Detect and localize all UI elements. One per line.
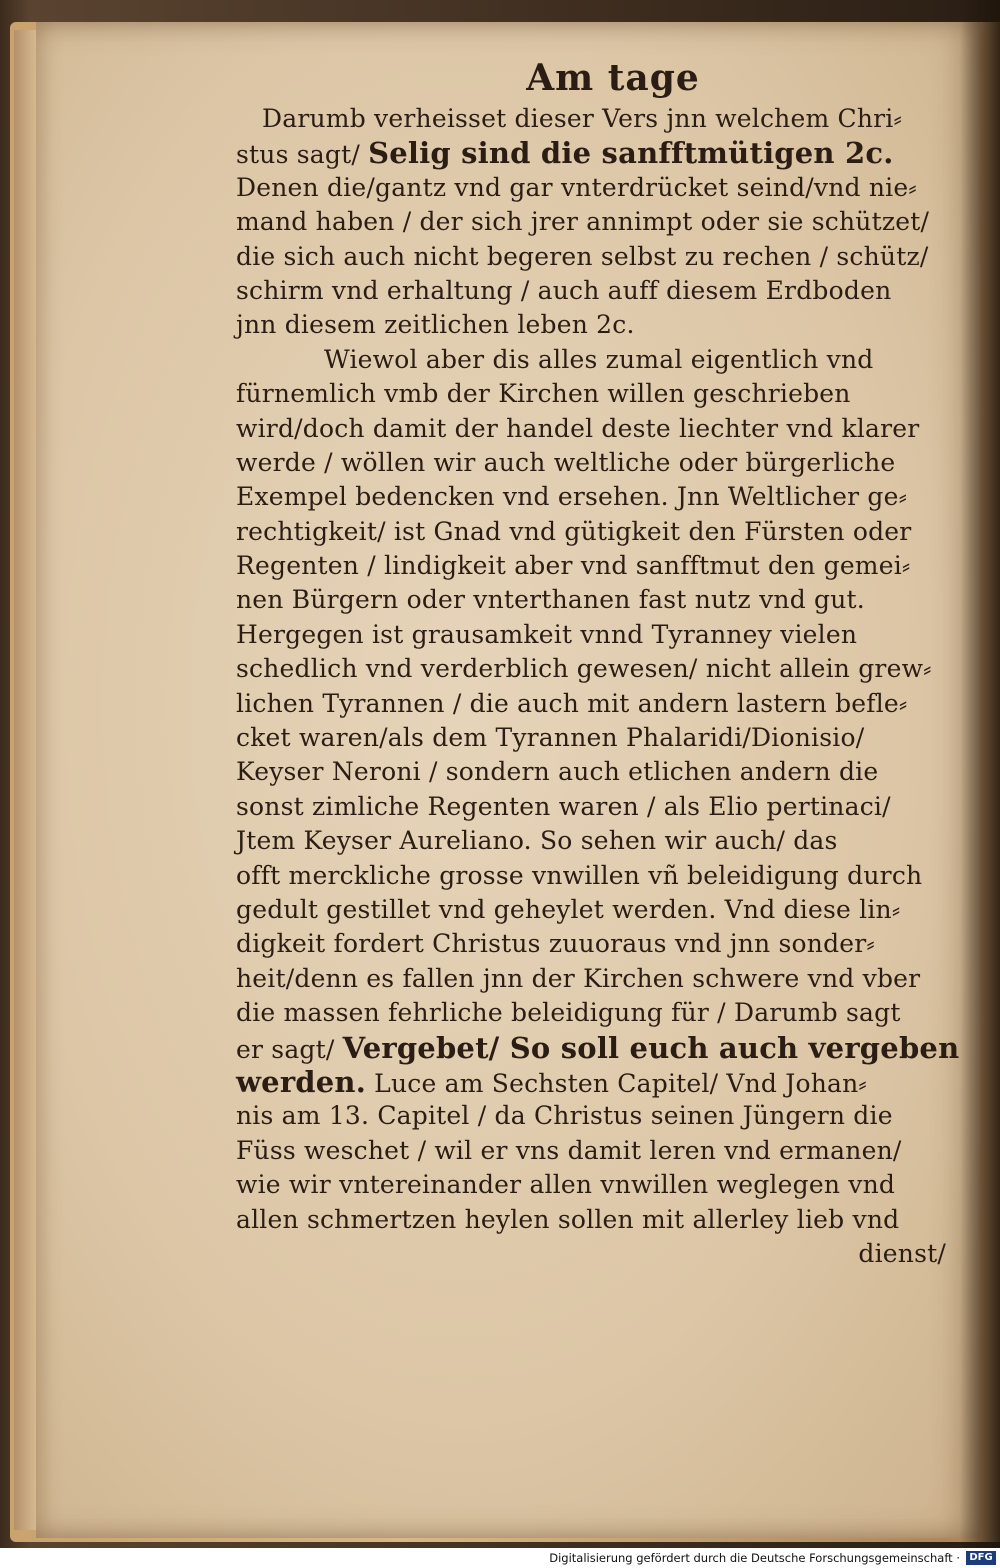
text-lines <box>236 102 960 1271</box>
footer-credit: Digitalisierung gefördert durch die Deutsche Forschungsgemeinschaft · <box>549 1551 960 1565</box>
text-line <box>236 1203 960 1237</box>
text-line <box>236 205 960 239</box>
line-text: Exempel bedencken vnd ersehen. Jnn Weltlicher ge⸗ <box>236 482 908 512</box>
line-text: digkeit fordert Christus zuuoraus vnd jnn sonder⸗ <box>236 929 875 959</box>
text-line <box>236 1099 960 1133</box>
text-line <box>236 996 960 1030</box>
text-line <box>236 927 960 961</box>
line-text: Keyser Neroni / sondern auch etlichen andern die <box>236 757 879 787</box>
text-line <box>236 893 960 927</box>
line-text: werde / wöllen wir auch weltliche oder bürgerliche <box>236 447 896 477</box>
line-text: die sich auch nicht begeren selbst zu rechen / schütz/ <box>236 241 929 271</box>
line-text: schirm vnd erhaltung / auch auff diesem Erdboden <box>236 275 892 305</box>
text-line <box>236 583 960 617</box>
text-line <box>236 859 960 893</box>
line-text: Füss weschet / wil er vns damit leren vnd ermanen/ <box>236 1135 902 1165</box>
line-text: Denen die/gantz vnd gar vnterdrücket seind/vnd nie⸗ <box>236 172 917 202</box>
line-text: dienst/ <box>858 1238 946 1268</box>
line-text: rechtigkeit/ ist Gnad vnd gütigkeit den Fürsten oder <box>236 516 912 546</box>
text-line <box>236 618 960 652</box>
line-text: die massen fehrliche beleidigung für / Darumb sagt <box>236 998 901 1028</box>
line-text: offt merckliche grosse vnwillen vñ beleidigung durch <box>236 860 923 890</box>
line-text: lichen Tyrannen / die auch mit andern lastern befle⸗ <box>236 688 908 718</box>
line-text: sonst zimliche Regenten waren / als Elio pertinaci/ <box>236 791 891 821</box>
text-line <box>236 1237 960 1271</box>
text-line <box>236 824 960 858</box>
line-text: Jtem Keyser Aureliano. So sehen wir auch/ das <box>236 826 838 856</box>
line-text: wie wir vntereinander allen vnwillen weglegen vnd <box>236 1170 896 1200</box>
text-line <box>236 962 960 996</box>
line-text: Darumb verheisset dieser Vers jnn welchem Chri⸗ <box>262 104 903 133</box>
text-line <box>236 515 960 549</box>
page-heading: Am tage <box>526 57 700 99</box>
emphasized-text: Vergebet/ So soll euch auch vergeben <box>342 1030 960 1065</box>
line-text-tail: Luce am Sechsten Capitel/ Vnd Johan⸗ <box>366 1068 867 1098</box>
text-line <box>236 171 960 205</box>
text-line <box>236 687 960 721</box>
line-text: heit/denn es fallen jnn der Kirchen schwere vnd vber <box>236 963 921 993</box>
page-text <box>236 56 960 1271</box>
text-line <box>236 446 960 480</box>
text-line <box>236 136 960 170</box>
line-text: mand haben / der sich jrer annimpt oder sie schützet/ <box>236 207 930 237</box>
line-text: nis am 13. Capitel / da Christus seinen Jüngern die <box>236 1101 893 1131</box>
line-text: cket waren/als dem Tyrannen Phalaridi/Dionisio/ <box>236 723 865 753</box>
text-line <box>236 377 960 411</box>
emphasized-text: Selig sind die sanfftmütigen 2c. <box>368 136 894 171</box>
line-text: fürnemlich vmb der Kirchen willen geschrieben <box>236 379 851 409</box>
text-line <box>236 1031 960 1065</box>
text-line <box>236 549 960 583</box>
text-line <box>236 790 960 824</box>
text-line <box>236 102 960 136</box>
emphasized-text: werden. <box>236 1064 367 1099</box>
dfg-logo-icon: DFG <box>966 1551 996 1565</box>
text-line <box>236 1134 960 1168</box>
text-line <box>236 274 960 308</box>
line-text: stus sagt/ <box>236 140 369 170</box>
text-line <box>236 308 960 342</box>
line-text: jnn diesem zeitlichen leben 2c. <box>236 310 635 340</box>
line-text: gedult gestillet vnd geheylet werden. Vnd diese lin⸗ <box>236 894 901 924</box>
text-line <box>236 721 960 755</box>
text-line <box>236 1065 960 1099</box>
line-text: allen schmertzen heylen sollen mit allerley lieb vnd <box>236 1204 900 1234</box>
text-line <box>236 652 960 686</box>
page-spine <box>14 30 38 1530</box>
text-line <box>236 480 960 514</box>
line-text: Wiewol aber dis alles zumal eigentlich vnd <box>324 344 874 374</box>
text-line <box>236 1168 960 1202</box>
text-line <box>236 755 960 789</box>
gutter-shadow <box>960 0 1000 1548</box>
line-text: Hergegen ist grausamkeit vnnd Tyranney vielen <box>236 619 858 649</box>
line-text: wird/doch damit der handel deste liechter vnd klarer <box>236 413 920 443</box>
line-text: Regenten / lindigkeit aber vnd sanfftmut den gemei⸗ <box>236 551 911 581</box>
footer-bar <box>0 1548 1000 1568</box>
line-text: schedlich vnd verderblich gewesen/ nicht allein grew⸗ <box>236 654 932 684</box>
line-text: er sagt/ <box>236 1034 343 1064</box>
text-line <box>236 343 960 377</box>
text-line <box>236 412 960 446</box>
line-text: nen Bürgern oder vnterthanen fast nutz vnd gut. <box>236 585 865 615</box>
text-line <box>236 240 960 274</box>
